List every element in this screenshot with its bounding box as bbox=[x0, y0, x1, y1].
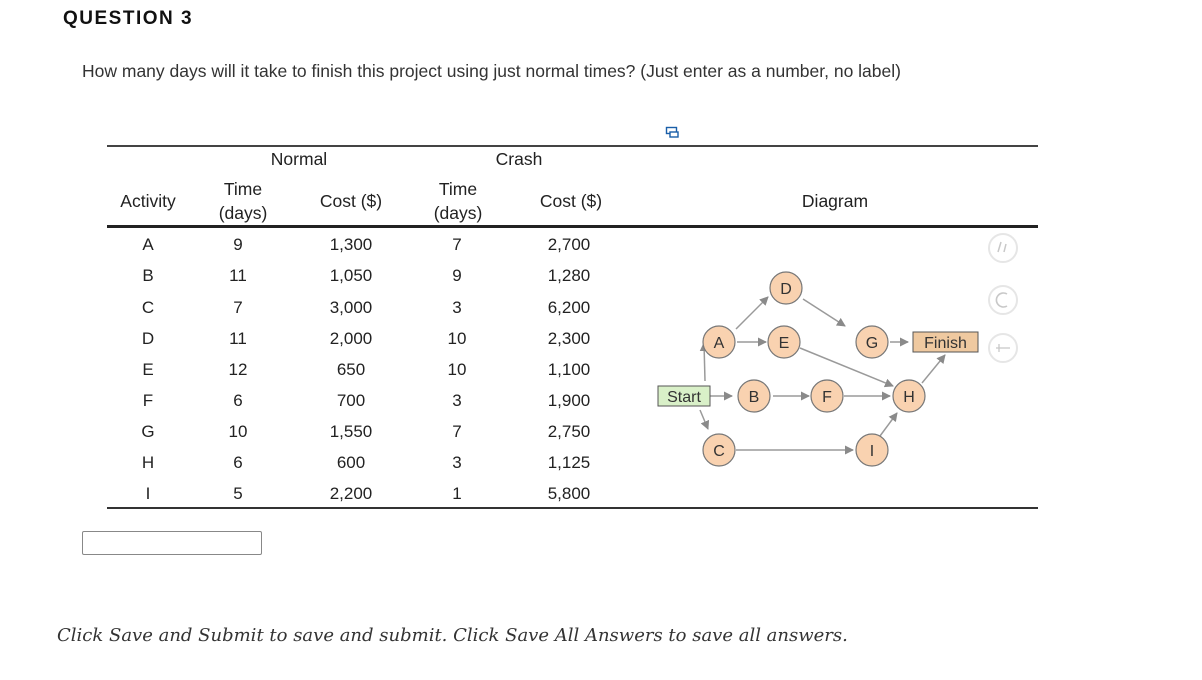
header-normal-time-2: (days) bbox=[218, 203, 268, 223]
copy-icon[interactable] bbox=[665, 126, 681, 140]
cell-activity: F bbox=[142, 391, 154, 410]
footer-instructions: Click Save and Submit to save and submit. Click Save All Answers to save all answers. bbox=[57, 625, 848, 646]
cell-normal-time: 10 bbox=[228, 422, 248, 441]
node-i bbox=[856, 434, 888, 466]
network-diagram bbox=[650, 262, 990, 482]
cell-normal-time: 6 bbox=[233, 391, 243, 410]
cell-normal-cost: 1,300 bbox=[329, 235, 373, 254]
header-crash: Crash bbox=[495, 149, 543, 169]
edge-i-h bbox=[880, 413, 897, 436]
header-crash-time-1: Time bbox=[438, 179, 478, 199]
header-activity: Activity bbox=[120, 191, 176, 211]
header-normal-time-1: Time bbox=[223, 179, 263, 199]
cell-crash-time: 10 bbox=[447, 360, 467, 379]
node-e bbox=[768, 326, 800, 358]
edge-h-finish bbox=[922, 355, 945, 383]
cell-crash-time: 3 bbox=[452, 391, 462, 410]
node-i-label: I bbox=[869, 443, 875, 460]
cell-normal-time: 6 bbox=[233, 453, 243, 472]
cell-crash-cost: 5,800 bbox=[547, 484, 591, 503]
cell-normal-cost: 1,550 bbox=[329, 422, 373, 441]
node-c-label: C bbox=[713, 443, 725, 460]
cell-normal-time: 12 bbox=[228, 360, 248, 379]
cell-crash-time: 10 bbox=[447, 329, 467, 348]
node-finish bbox=[913, 332, 978, 352]
answer-input[interactable] bbox=[82, 531, 262, 555]
header-normal-cost: Cost ($) bbox=[319, 191, 383, 211]
cell-crash-cost: 1,125 bbox=[547, 453, 591, 472]
node-e-label: E bbox=[778, 335, 790, 352]
cell-normal-time: 11 bbox=[229, 266, 247, 285]
edge-start-c bbox=[700, 410, 708, 429]
cell-crash-time: 3 bbox=[452, 453, 462, 472]
question-text: How many days will it take to finish this project using just normal times? (Just enter as a number, no label) bbox=[82, 61, 901, 81]
cell-normal-cost: 2,200 bbox=[329, 484, 373, 503]
cell-normal-cost: 1,050 bbox=[329, 266, 373, 285]
node-g bbox=[856, 326, 888, 358]
cell-crash-time: 3 bbox=[452, 298, 462, 317]
edge-d-g bbox=[803, 299, 845, 326]
table-header-rule bbox=[107, 225, 1038, 228]
cell-crash-time: 1 bbox=[452, 484, 462, 503]
table-bottom-rule bbox=[107, 507, 1038, 509]
cell-crash-time: 9 bbox=[452, 266, 462, 285]
cell-normal-cost: 700 bbox=[336, 391, 366, 410]
tool-icon-1[interactable] bbox=[989, 234, 1017, 262]
node-d-label: D bbox=[780, 281, 792, 298]
cell-normal-cost: 650 bbox=[336, 360, 366, 379]
cell-activity: C bbox=[141, 298, 155, 317]
cell-activity: A bbox=[142, 235, 154, 254]
node-d bbox=[770, 272, 802, 304]
cell-activity: B bbox=[142, 266, 154, 285]
node-a-label: A bbox=[713, 335, 725, 352]
edge-a-d bbox=[736, 297, 768, 329]
node-b bbox=[738, 380, 770, 412]
cell-normal-cost: 600 bbox=[336, 453, 366, 472]
start-label: Start bbox=[667, 389, 701, 406]
node-f bbox=[811, 380, 843, 412]
cell-normal-time: 5 bbox=[233, 484, 243, 503]
header-normal: Normal bbox=[270, 149, 328, 169]
cell-normal-time: 9 bbox=[233, 235, 243, 254]
node-c bbox=[703, 434, 735, 466]
diagram-edges bbox=[700, 297, 945, 450]
node-g-label: G bbox=[865, 335, 879, 352]
side-tools bbox=[985, 228, 1025, 368]
finish-label: Finish bbox=[924, 335, 967, 352]
cell-normal-time: 11 bbox=[229, 329, 247, 348]
cell-activity: H bbox=[141, 453, 155, 472]
cell-crash-cost: 6,200 bbox=[547, 298, 591, 317]
node-b-label: B bbox=[748, 389, 760, 406]
tool-icon-3[interactable] bbox=[989, 334, 1017, 362]
question-title: QUESTION 3 bbox=[63, 8, 194, 29]
header-diagram: Diagram bbox=[801, 191, 869, 211]
header-crash-cost: Cost ($) bbox=[539, 191, 603, 211]
cell-activity: D bbox=[141, 329, 155, 348]
table-top-rule bbox=[107, 145, 1038, 147]
cell-normal-time: 7 bbox=[233, 298, 243, 317]
header-crash-time-2: (days) bbox=[433, 203, 483, 223]
node-h-label: H bbox=[903, 389, 915, 406]
cell-crash-cost: 2,300 bbox=[547, 329, 591, 348]
cell-activity: G bbox=[141, 422, 155, 441]
cell-activity: E bbox=[142, 360, 154, 379]
cell-crash-cost: 2,750 bbox=[547, 422, 591, 441]
cell-crash-time: 7 bbox=[452, 422, 462, 441]
tool-icon-2[interactable] bbox=[989, 286, 1017, 314]
node-start bbox=[658, 386, 710, 406]
cell-normal-cost: 2,000 bbox=[329, 329, 373, 348]
node-f-label: F bbox=[822, 389, 832, 406]
cell-crash-cost: 1,280 bbox=[547, 266, 591, 285]
node-h bbox=[893, 380, 925, 412]
cell-crash-cost: 1,900 bbox=[547, 391, 591, 410]
cell-normal-cost: 3,000 bbox=[329, 298, 373, 317]
node-a bbox=[703, 326, 735, 358]
cell-activity: I bbox=[145, 484, 151, 503]
cell-crash-time: 7 bbox=[452, 235, 462, 254]
cell-crash-cost: 1,100 bbox=[547, 360, 591, 379]
cell-crash-cost: 2,700 bbox=[547, 235, 591, 254]
